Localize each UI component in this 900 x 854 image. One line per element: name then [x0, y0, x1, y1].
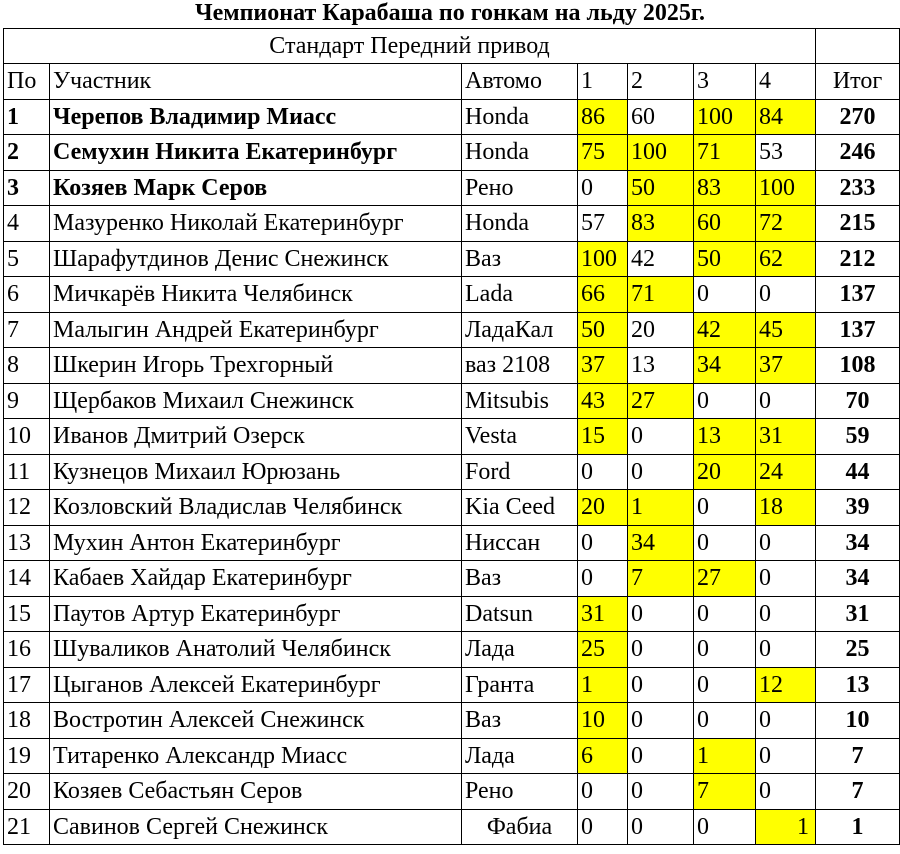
total-cell: 13: [816, 667, 900, 703]
round-3-points-cell: 42: [694, 312, 756, 348]
total-cell: 10: [816, 703, 900, 739]
round-3-points-cell: 71: [694, 135, 756, 171]
car-cell: ваз 2108: [462, 348, 578, 384]
round-1-points-cell: 31: [578, 596, 628, 632]
round-3-points-cell: 7: [694, 774, 756, 810]
round-4-points-cell: 0: [756, 561, 816, 597]
round-4-points-cell: 12: [756, 667, 816, 703]
participant-cell: Иванов Дмитрий Озерск: [50, 419, 462, 455]
round-1-points-cell: 37: [578, 348, 628, 384]
total-cell: 246: [816, 135, 900, 171]
total-cell: 70: [816, 383, 900, 419]
round-3-points-cell: 0: [694, 525, 756, 561]
results-table: [3, 28, 900, 845]
position-cell: 15: [4, 596, 50, 632]
round-2-points-cell: 71: [628, 277, 694, 313]
header-pos: По: [4, 64, 50, 100]
document-title: Чемпионат Карабаша по гонкам на льду 2025г.: [194, 0, 706, 26]
round-1-points-cell: 25: [578, 632, 628, 668]
participant-cell: Цыганов Алексей Екатеринбург: [50, 667, 462, 703]
table-row: [4, 561, 900, 597]
round-3-points-cell: 0: [694, 703, 756, 739]
header-car: Автомо: [462, 64, 578, 100]
header-total: Итог: [816, 64, 900, 100]
participant-cell: Шарафутдинов Денис Снежинск: [50, 241, 462, 277]
total-cell: 34: [816, 525, 900, 561]
round-4-points-cell: 100: [756, 170, 816, 206]
round-3-points-cell: 34: [694, 348, 756, 384]
total-cell: 7: [816, 774, 900, 810]
round-1-points-cell: 0: [578, 774, 628, 810]
round-4-points-cell: 0: [756, 596, 816, 632]
car-cell: Ваз: [462, 241, 578, 277]
round-1-points-cell: 10: [578, 703, 628, 739]
round-4-points-cell: 0: [756, 738, 816, 774]
round-4-points-cell: 0: [756, 525, 816, 561]
round-2-points-cell: 0: [628, 667, 694, 703]
total-cell: 215: [816, 206, 900, 242]
round-2-points-cell: 27: [628, 383, 694, 419]
round-3-points-cell: 50: [694, 241, 756, 277]
round-4-points-cell: 1: [756, 809, 816, 845]
round-4-points-cell: 45: [756, 312, 816, 348]
total-cell: 59: [816, 419, 900, 455]
round-2-points-cell: 0: [628, 738, 694, 774]
participant-cell: Шкерин Игорь Трехгорный: [50, 348, 462, 384]
participant-cell: Мичкарёв Никита Челябинск: [50, 277, 462, 313]
car-cell: Datsun: [462, 596, 578, 632]
table-row: [4, 277, 900, 313]
round-4-points-cell: 0: [756, 277, 816, 313]
position-cell: 10: [4, 419, 50, 455]
round-1-points-cell: 20: [578, 490, 628, 526]
participant-cell: Мазуренко Николай Екатеринбург: [50, 206, 462, 242]
position-cell: 21: [4, 809, 50, 845]
round-2-points-cell: 83: [628, 206, 694, 242]
round-1-points-cell: 66: [578, 277, 628, 313]
participant-cell: Козяев Себастьян Серов: [50, 774, 462, 810]
header-round-2: 2: [628, 64, 694, 100]
participant-cell: Титаренко Александр Миасс: [50, 738, 462, 774]
position-cell: 4: [4, 206, 50, 242]
round-2-points-cell: 0: [628, 703, 694, 739]
class-title-cell: Стандарт Передний привод: [4, 29, 816, 64]
round-3-points-cell: 100: [694, 99, 756, 135]
car-cell: Mitsubis: [462, 383, 578, 419]
round-1-points-cell: 57: [578, 206, 628, 242]
participant-cell: Кузнецов Михаил Юрюзань: [50, 454, 462, 490]
round-3-points-cell: 83: [694, 170, 756, 206]
header-name: Участник: [50, 64, 462, 100]
round-1-points-cell: 0: [578, 809, 628, 845]
round-2-points-cell: 42: [628, 241, 694, 277]
round-4-points-cell: 62: [756, 241, 816, 277]
position-cell: 16: [4, 632, 50, 668]
round-2-points-cell: 0: [628, 454, 694, 490]
round-3-points-cell: 13: [694, 419, 756, 455]
position-cell: 14: [4, 561, 50, 597]
round-3-points-cell: 0: [694, 277, 756, 313]
participant-cell: Семухин Никита Екатеринбург: [50, 135, 462, 171]
total-cell: 108: [816, 348, 900, 384]
participant-cell: Малыгин Андрей Екатеринбург: [50, 312, 462, 348]
total-cell: 25: [816, 632, 900, 668]
position-cell: 7: [4, 312, 50, 348]
participant-cell: Щербаков Михаил Снежинск: [50, 383, 462, 419]
total-cell: 137: [816, 277, 900, 313]
position-cell: 17: [4, 667, 50, 703]
round-1-points-cell: 75: [578, 135, 628, 171]
position-cell: 9: [4, 383, 50, 419]
car-cell: Lada: [462, 277, 578, 313]
car-cell: Гранта: [462, 667, 578, 703]
round-1-points-cell: 0: [578, 170, 628, 206]
round-4-points-cell: 0: [756, 774, 816, 810]
total-cell: 44: [816, 454, 900, 490]
round-3-points-cell: 0: [694, 809, 756, 845]
header-round-3: 3: [694, 64, 756, 100]
round-2-points-cell: 0: [628, 632, 694, 668]
round-1-points-cell: 50: [578, 312, 628, 348]
round-2-points-cell: 60: [628, 99, 694, 135]
round-4-points-cell: 0: [756, 383, 816, 419]
car-cell: Лада: [462, 738, 578, 774]
table-row: [4, 419, 900, 455]
car-cell: Honda: [462, 135, 578, 171]
car-cell: Ваз: [462, 561, 578, 597]
car-cell: Kia Ceed: [462, 490, 578, 526]
round-2-points-cell: 7: [628, 561, 694, 597]
round-2-points-cell: 0: [628, 419, 694, 455]
car-cell: Honda: [462, 99, 578, 135]
car-cell: Ниссан: [462, 525, 578, 561]
round-3-points-cell: 0: [694, 490, 756, 526]
round-4-points-cell: 31: [756, 419, 816, 455]
car-cell: Honda: [462, 206, 578, 242]
header-round-4: 4: [756, 64, 816, 100]
table-row: [4, 312, 900, 348]
round-4-points-cell: 72: [756, 206, 816, 242]
header-round-1: 1: [578, 64, 628, 100]
round-2-points-cell: 100: [628, 135, 694, 171]
round-3-points-cell: 0: [694, 632, 756, 668]
round-4-points-cell: 18: [756, 490, 816, 526]
total-cell: 137: [816, 312, 900, 348]
table-row: [4, 667, 900, 703]
participant-cell: Шуваликов Анатолий Челябинск: [50, 632, 462, 668]
round-2-points-cell: 13: [628, 348, 694, 384]
car-cell: Ваз: [462, 703, 578, 739]
position-cell: 1: [4, 99, 50, 135]
round-2-points-cell: 0: [628, 596, 694, 632]
round-4-points-cell: 0: [756, 632, 816, 668]
subtitle-total-cell: [816, 29, 900, 64]
table-row: [4, 135, 900, 171]
table-row: [4, 206, 900, 242]
round-1-points-cell: 1: [578, 667, 628, 703]
table-row: [4, 99, 900, 135]
position-cell: 12: [4, 490, 50, 526]
round-1-points-cell: 0: [578, 561, 628, 597]
table-row: [4, 525, 900, 561]
car-cell: Рено: [462, 774, 578, 810]
participant-cell: Козловский Владислав Челябинск: [50, 490, 462, 526]
table-row: [4, 809, 900, 845]
participant-cell: Черепов Владимир Миасс: [50, 99, 462, 135]
total-cell: 1: [816, 809, 900, 845]
position-cell: 18: [4, 703, 50, 739]
round-4-points-cell: 53: [756, 135, 816, 171]
total-cell: 212: [816, 241, 900, 277]
total-cell: 39: [816, 490, 900, 526]
position-cell: 13: [4, 525, 50, 561]
round-2-points-cell: 20: [628, 312, 694, 348]
position-cell: 3: [4, 170, 50, 206]
position-cell: 19: [4, 738, 50, 774]
round-1-points-cell: 86: [578, 99, 628, 135]
total-cell: 7: [816, 738, 900, 774]
table-row: [4, 490, 900, 526]
round-3-points-cell: 60: [694, 206, 756, 242]
total-cell: 31: [816, 596, 900, 632]
position-cell: 5: [4, 241, 50, 277]
participant-cell: Мухин Антон Екатеринбург: [50, 525, 462, 561]
participant-cell: Паутов Артур Екатеринбург: [50, 596, 462, 632]
car-cell: ЛадаКал: [462, 312, 578, 348]
round-3-points-cell: 20: [694, 454, 756, 490]
table-row: [4, 170, 900, 206]
round-3-points-cell: 0: [694, 596, 756, 632]
table-row: [4, 632, 900, 668]
table-row: [4, 348, 900, 384]
car-cell: Лада: [462, 632, 578, 668]
table-row: [4, 774, 900, 810]
position-cell: 8: [4, 348, 50, 384]
position-cell: 6: [4, 277, 50, 313]
total-cell: 270: [816, 99, 900, 135]
round-1-points-cell: 0: [578, 525, 628, 561]
car-cell: Рено: [462, 170, 578, 206]
car-cell: Фабиа: [462, 809, 578, 845]
round-4-points-cell: 84: [756, 99, 816, 135]
table-row: [4, 738, 900, 774]
total-cell: 233: [816, 170, 900, 206]
round-1-points-cell: 0: [578, 454, 628, 490]
round-1-points-cell: 43: [578, 383, 628, 419]
round-3-points-cell: 0: [694, 383, 756, 419]
header-row: [4, 64, 900, 100]
subtitle-row: [4, 29, 900, 64]
round-3-points-cell: 0: [694, 667, 756, 703]
participant-cell: Кабаев Хайдар Екатеринбург: [50, 561, 462, 597]
round-4-points-cell: 24: [756, 454, 816, 490]
round-1-points-cell: 15: [578, 419, 628, 455]
position-cell: 20: [4, 774, 50, 810]
total-cell: 34: [816, 561, 900, 597]
position-cell: 2: [4, 135, 50, 171]
table-row: [4, 383, 900, 419]
table-row: [4, 596, 900, 632]
round-3-points-cell: 27: [694, 561, 756, 597]
round-2-points-cell: 50: [628, 170, 694, 206]
table-row: [4, 241, 900, 277]
round-2-points-cell: 0: [628, 774, 694, 810]
round-4-points-cell: 37: [756, 348, 816, 384]
table-row: [4, 454, 900, 490]
table-row: [4, 703, 900, 739]
round-1-points-cell: 100: [578, 241, 628, 277]
round-2-points-cell: 34: [628, 525, 694, 561]
round-4-points-cell: 0: [756, 703, 816, 739]
car-cell: Vesta: [462, 419, 578, 455]
round-2-points-cell: 1: [628, 490, 694, 526]
round-2-points-cell: 0: [628, 809, 694, 845]
position-cell: 11: [4, 454, 50, 490]
round-1-points-cell: 6: [578, 738, 628, 774]
round-3-points-cell: 1: [694, 738, 756, 774]
participant-cell: Савинов Сергей Снежинск: [50, 809, 462, 845]
participant-cell: Востротин Алексей Снежинск: [50, 703, 462, 739]
car-cell: Ford: [462, 454, 578, 490]
participant-cell: Козяев Марк Серов: [50, 170, 462, 206]
